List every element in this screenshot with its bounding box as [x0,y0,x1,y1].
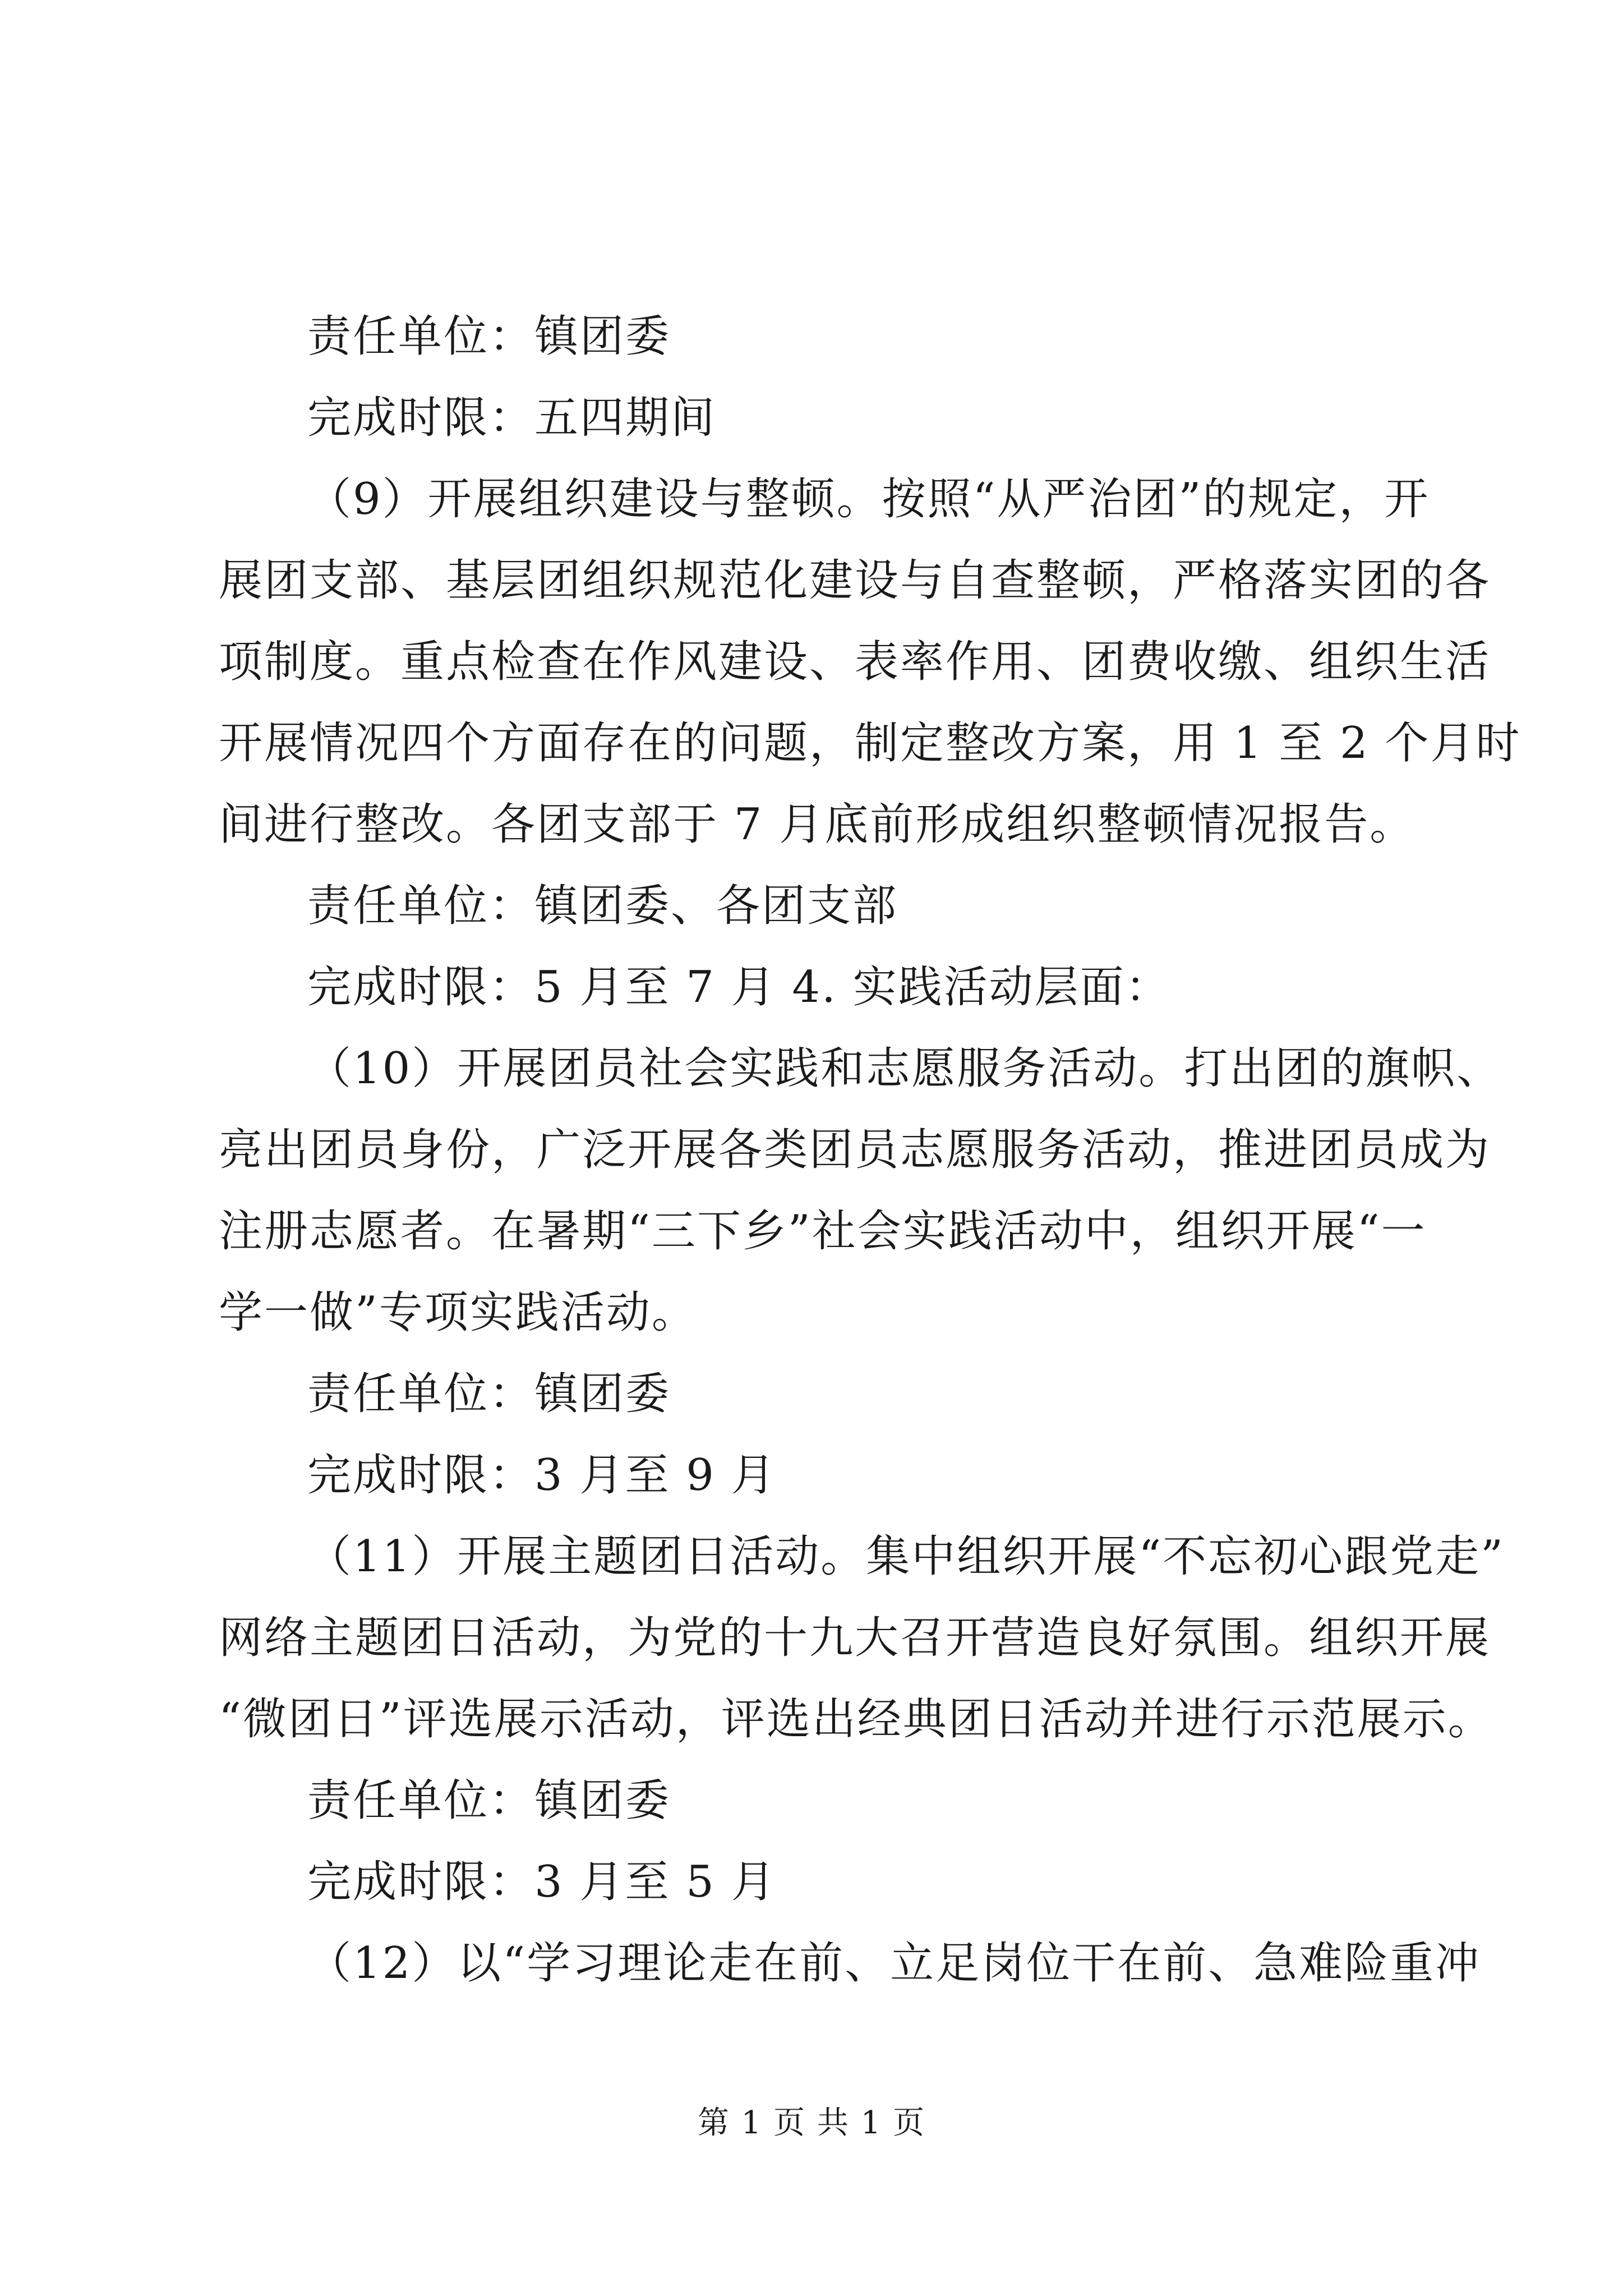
text-line: 亮出团员身份，广泛开展各类团员志愿服务活动，推进团员成为 [219,1125,1491,1175]
text-line: （10）开展团员社会实践和志愿服务活动。打出团的旗帜、 [307,1043,1502,1094]
text-line: 责任单位：镇团委 [307,1775,671,1826]
text-line: （9）开展组织建设与整顿。按照“从严治团”的规定，开 [307,474,1430,524]
text-line: 完成时限：5 月至 7 月 4. 实践活动层面： [307,962,1171,1013]
text-line: 完成时限：五四期间 [307,393,717,443]
text-line: 网络主题团日活动，为党的十九大召开营造良好氛围。组织开展 [219,1613,1491,1663]
text-line: “微团日”评选展示活动，评选出经典团日活动并进行示范展示。 [219,1694,1493,1745]
text-line: 责任单位：镇团委 [307,311,671,362]
text-line: 责任单位：镇团委 [307,1369,671,1419]
text-line: 完成时限：3 月至 5 月 [307,1857,777,1907]
text-line: 学一做”专项实践活动。 [219,1287,697,1338]
text-line: （11）开展主题团日活动。集中组织开展“不忘初心跟党走” [307,1531,1505,1582]
text-line: 开展情况四个方面存在的问题，制定整改方案，用 1 至 2 个月时 [219,718,1521,769]
text-line: 责任单位：镇团委、各团支部 [307,881,898,931]
text-line: 完成时限：3 月至 9 月 [307,1450,777,1501]
text-line: 项制度。重点检查在作风建设、表率作用、团费收缴、组织生活 [219,637,1491,687]
text-line: （12）以“学习理论走在前、立足岗位干在前、急难险重冲 [307,1938,1481,1989]
text-line: 间进行整改。各团支部于 7 月底前形成组织整顿情况报告。 [219,799,1415,850]
page-footer: 第 1 页 共 1 页 [697,2105,926,2141]
text-line: 展团支部、基层团组织规范化建设与自查整顿，严格落实团的各 [219,555,1491,606]
text-line: 注册志愿者。在暑期“三下乡”社会实践活动中，组织开展“一 [219,1206,1427,1257]
